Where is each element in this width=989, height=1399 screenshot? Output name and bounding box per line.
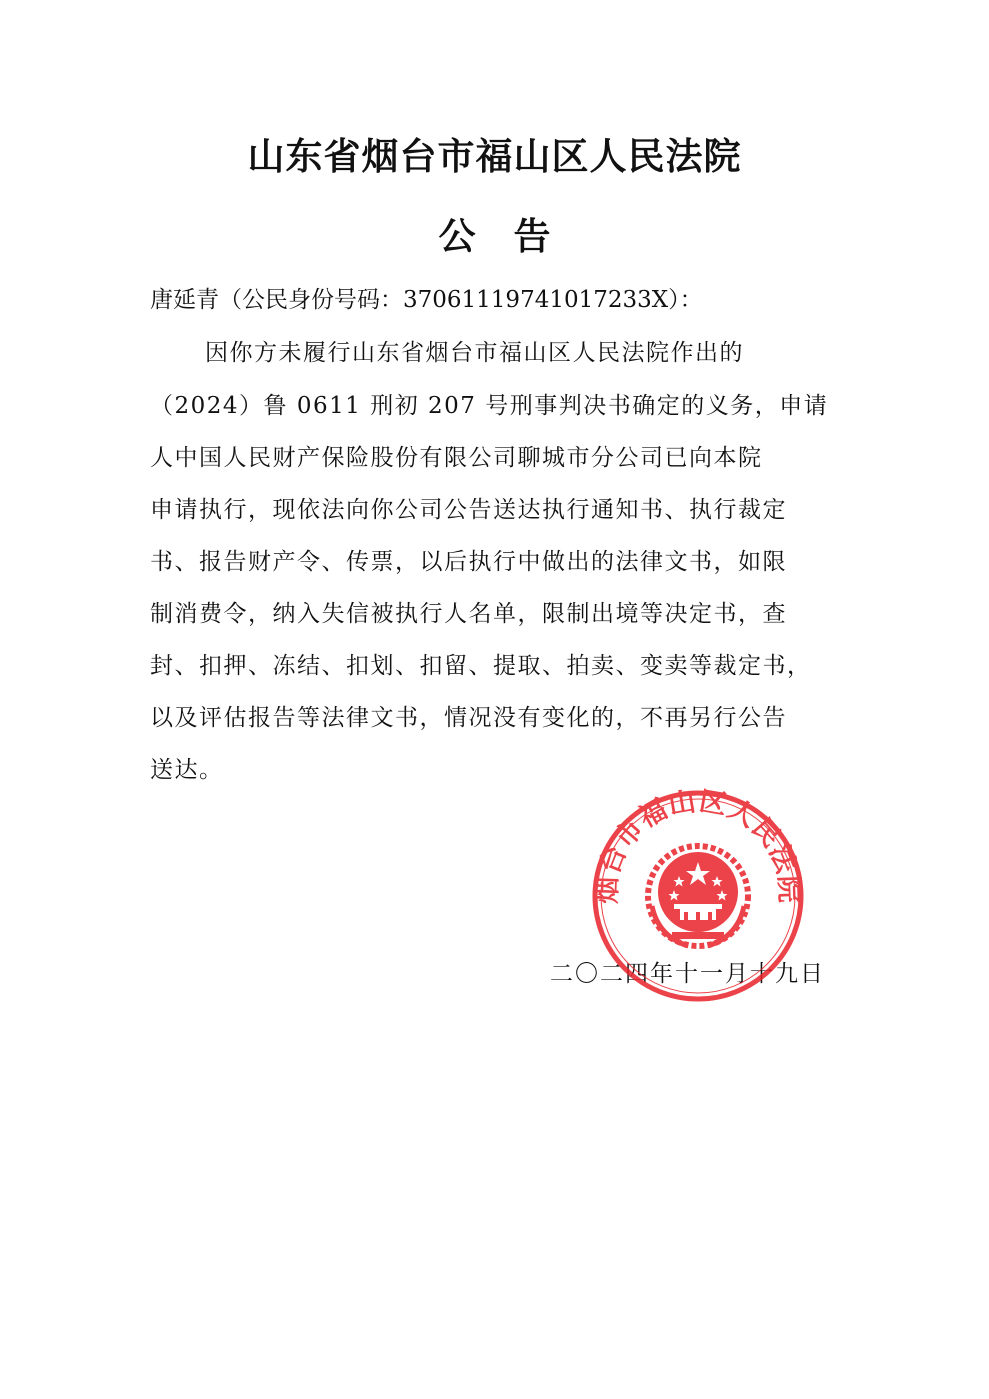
- body-line: （2024）鲁 0611 刑初 207 号刑事判决书确定的义务，申请: [150, 393, 829, 419]
- national-emblem-icon: [648, 846, 748, 946]
- addressee: 唐延青（公民身份号码：37061119741017233X）：: [150, 287, 703, 313]
- body-line: 人中国人民财产保险股份有限公司聊城市分公司已向本院: [150, 445, 763, 471]
- document-title: 公告: [438, 214, 589, 258]
- seal-text: 烟台市福山区人民法院: [591, 786, 805, 905]
- court-seal: [588, 786, 808, 1006]
- body-line: 封、扣押、冻结、扣划、扣留、提取、拍卖、变卖等裁定书，: [150, 653, 812, 679]
- body-line: 书、报告财产令、传票，以后执行中做出的法律文书，如限: [150, 549, 787, 575]
- issue-date: 二〇二四年十一月十九日: [550, 961, 825, 987]
- court-name: 山东省烟台市福山区人民法院: [247, 134, 742, 178]
- body-line: 送达。: [150, 757, 224, 783]
- body-line: 因你方未履行山东省烟台市福山区人民法院作出的: [205, 340, 744, 366]
- body-line: 以及评估报告等法律文书，情况没有变化的，不再另行公告: [150, 705, 787, 731]
- body-line: 申请执行，现依法向你公司公告送达执行通知书、执行裁定: [150, 497, 787, 523]
- body-line: 制消费令，纳入失信被执行人名单，限制出境等决定书，查: [150, 601, 787, 627]
